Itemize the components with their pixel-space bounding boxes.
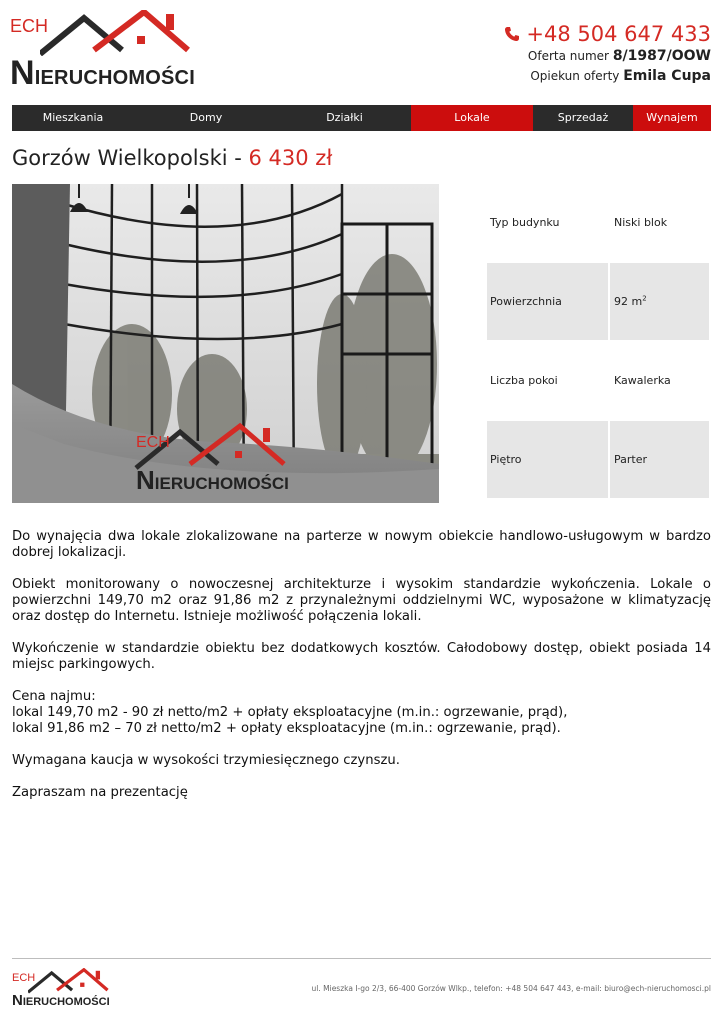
contact-block bbox=[504, 22, 711, 86]
property-specs-table bbox=[487, 184, 709, 500]
svg-text:ECH: ECH bbox=[136, 434, 170, 451]
footer-logo-ech: ECH bbox=[12, 972, 36, 984]
spec-label: Piętro bbox=[487, 421, 608, 498]
spec-value: Parter bbox=[610, 421, 709, 498]
offer-keeper-label: Opiekun oferty bbox=[530, 69, 620, 83]
spec-value: Niski blok bbox=[614, 216, 668, 229]
spec-label: Typ budynku bbox=[490, 216, 560, 229]
offer-keeper-name: Emila Cupa bbox=[623, 68, 711, 84]
spec-label: Powierzchnia bbox=[487, 263, 608, 340]
svg-text:NIERUCHOMOŚCI: NIERUCHOMOŚCI bbox=[136, 465, 289, 495]
interior-photo-illustration bbox=[12, 184, 439, 503]
logo-name-text: NIERUCHOMOŚCI bbox=[10, 54, 195, 92]
offer-keeper-line bbox=[504, 66, 711, 86]
description-paragraph-prices: Cena najmu: lokal 149,70 m2 - 90 zł netto/m2 + opłaty eksploatacyjne (m.in.: ogrzewanie, prąd), lokal 91,86 m2 – 70 zł netto/m2 + opłaty eksploatacyjne (m.in.: ogrzewanie, prąd). bbox=[12, 689, 568, 736]
nav-item-dzialki[interactable]: Działki bbox=[326, 111, 363, 124]
phone-icon bbox=[504, 26, 520, 42]
spec-value: Kawalerka bbox=[614, 374, 671, 387]
footer-divider bbox=[12, 958, 711, 959]
spec-value: 92 $m^2$ bbox=[610, 263, 709, 340]
listing-description bbox=[12, 529, 711, 817]
spec-label: Liczba pokoi bbox=[490, 374, 558, 387]
nav-item-sprzedaz[interactable]: Sprzedaż bbox=[557, 111, 609, 124]
spec-row-floor bbox=[487, 421, 709, 498]
phone-number[interactable]: +48 504 647 433 bbox=[504, 22, 711, 46]
nav-item-domy[interactable]: Domy bbox=[189, 111, 223, 124]
offer-number-value: 8/1987/OOW bbox=[612, 48, 711, 64]
house-roof-icon bbox=[40, 10, 200, 56]
description-paragraph: Wykończenie w standardzie obiektu bez dodatkowych kosztów. Całodobowy dostęp, obiekt posiada 14 miejsc parkingowych. bbox=[12, 641, 711, 672]
description-paragraph: Obiekt monitorowany o nowoczesnej architekturze i wysokim standardzie wykończenia. Lokale o powierzchni 149,70 m2 oraz 91,86 m2 z przynależnymi oddzielnymi WC, wyposażone w klimatyzację oraz dostęp do Internetu. Istnieje możliwość połączenia lokali. bbox=[12, 577, 711, 624]
spec-row-rooms bbox=[487, 342, 709, 419]
nav-item-mieszkania[interactable]: Mieszkania bbox=[42, 111, 104, 124]
nav-item-lokale[interactable]: Lokale bbox=[411, 105, 533, 131]
property-photo[interactable] bbox=[12, 184, 439, 503]
company-logo[interactable] bbox=[10, 10, 195, 92]
logo-ech-text: ECH bbox=[10, 16, 49, 36]
offer-number-line bbox=[504, 46, 711, 66]
main-nav bbox=[12, 105, 711, 131]
footer-logo[interactable] bbox=[12, 968, 108, 1008]
description-paragraph: Wymagana kaucja w wysokości trzymiesięcznego czynszu. bbox=[12, 753, 400, 768]
house-roof-icon bbox=[28, 968, 114, 994]
listing-title bbox=[12, 146, 332, 170]
nav-item-wynajem[interactable]: Wynajem bbox=[633, 105, 711, 131]
spec-row-area bbox=[487, 263, 709, 340]
description-paragraph: Do wynajęcia dwa lokale zlokalizowane na parterze w nowym obiekcie handlowo-usługowym w bardzo dobrej lokalizacji. bbox=[12, 529, 711, 560]
listing-price: 6 430 zł bbox=[248, 146, 333, 170]
footer-logo-name: NIERUCHOMOŚCI bbox=[12, 992, 110, 1009]
spec-row-building-type bbox=[487, 184, 709, 261]
listing-location: Gorzów Wielkopolski - bbox=[12, 146, 249, 170]
footer-address: ul. Mieszka I-go 2/3, 66-400 Gorzów Wlkp., telefon: +48 504 647 443, e-mail: biuro@ech-nieruchomosci.pl bbox=[311, 984, 711, 993]
description-paragraph: Zapraszam na prezentację bbox=[12, 785, 188, 800]
offer-number-label: Oferta numer bbox=[527, 49, 609, 63]
